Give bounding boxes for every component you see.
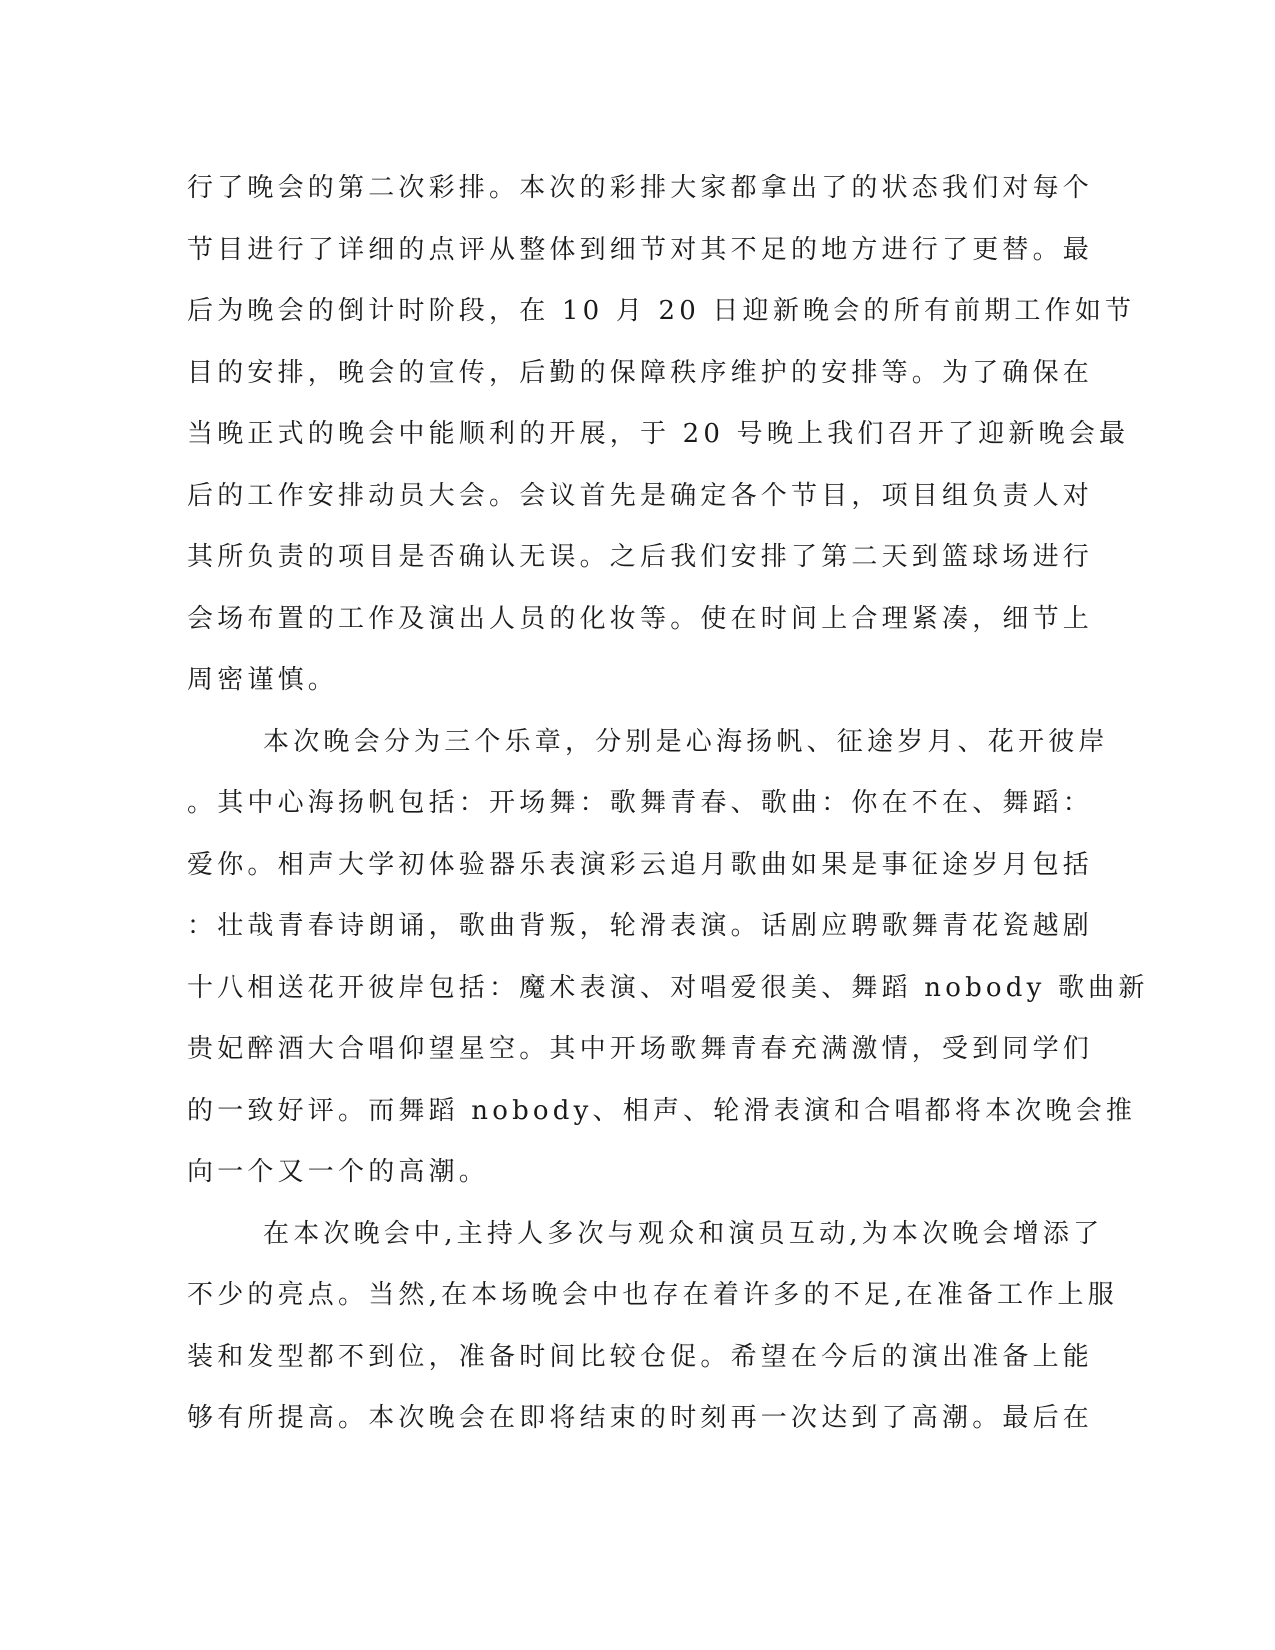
text-line: 十八相送花开彼岸包括：魔术表演、对唱爱很美、舞蹈 nobody 歌曲新 (187, 972, 1149, 1003)
text-line: ：壮哉青春诗朗诵，歌曲背叛，轮滑表演。话剧应聘歌舞青花瓷越剧 (187, 911, 1094, 941)
document-body (187, 158, 1149, 1450)
text-line: 。其中心海扬帆包括：开场舞：歌舞青春、歌曲：你在不在、舞蹈： (187, 788, 1094, 818)
text-line: 行了晚会的第二次彩排。本次的彩排大家都拿出了的状态我们对每个 (187, 173, 1094, 203)
text-line: 节目进行了详细的点评从整体到细节对其不足的地方进行了更替。最 (187, 234, 1094, 265)
text-line: 后的工作安排动员大会。会议首先是确定各个节目，项目组负责人对 (187, 480, 1094, 511)
text-line: 向一个又一个的高潮。 (187, 1157, 490, 1187)
text-line: 当晚正式的晚会中能顺利的开展，于 20 号晚上我们召开了迎新晚会最 (187, 419, 1130, 449)
text-line: 不少的亮点。当然,在本场晚会中也存在着许多的不足,在准备工作上服 (187, 1280, 1118, 1310)
text-line: 的一致好评。而舞蹈 nobody、相声、轮滑表演和合唱都将本次晚会推 (187, 1095, 1137, 1126)
text-line: 后为晚会的倒计时阶段，在 10 月 20 日迎新晚会的所有前期工作如节 (187, 296, 1136, 326)
paragraph-start-line: 本次晚会分为三个乐章，分别是心海扬帆、征途岁月、花开彼岸 (263, 726, 1109, 757)
text-line: 够有所提高。本次晚会在即将结束的时刻再一次达到了高潮。最后在 (187, 1403, 1094, 1433)
text-line: 装和发型都不到位，准备时间比较仓促。希望在今后的演出准备上能 (187, 1341, 1094, 1372)
text-line: 周密谨慎。 (187, 665, 339, 695)
text-line: 爱你。相声大学初体验器乐表演彩云追月歌曲如果是事征途岁月包括 (187, 849, 1094, 880)
text-line: 目的安排，晚会的宣传，后勤的保障秩序维护的安排等。为了确保在 (187, 357, 1094, 388)
paragraph-start-line: 在本次晚会中,主持人多次与观众和演员互动,为本次晚会增添了 (263, 1218, 1104, 1249)
text-line: 会场布置的工作及演出人员的化妆等。使在时间上合理紧凑，细节上 (187, 603, 1094, 634)
text-line: 贵妃醉酒大合唱仰望星空。其中开场歌舞青春充满激情，受到同学们 (187, 1034, 1094, 1064)
text-line: 其所负责的项目是否确认无误。之后我们安排了第二天到篮球场进行 (187, 542, 1094, 572)
